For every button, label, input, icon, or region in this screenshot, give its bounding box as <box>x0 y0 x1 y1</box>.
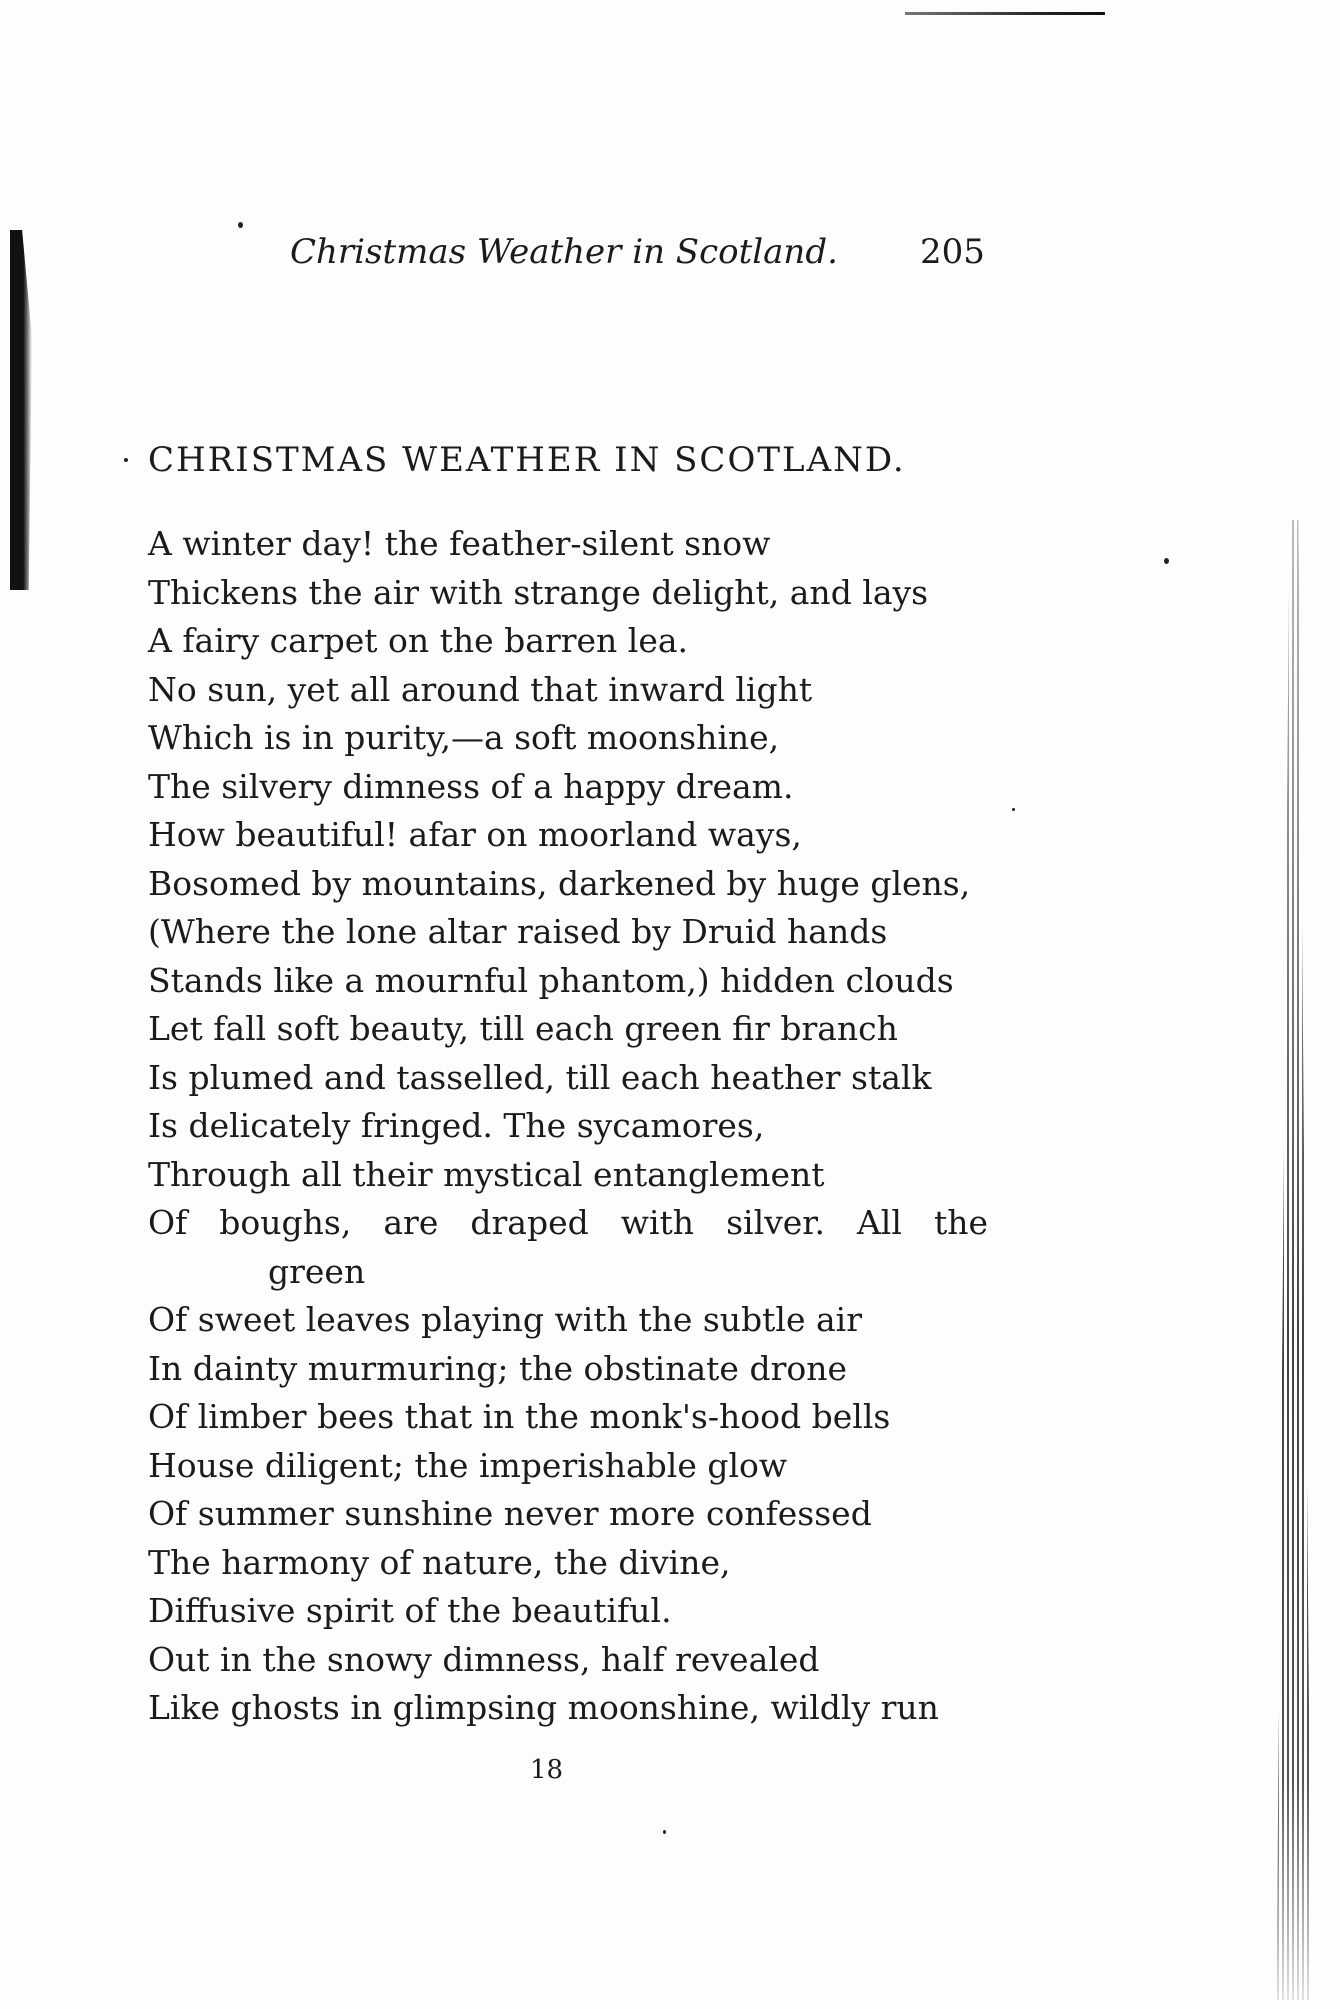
scan-binding-shadow <box>10 230 32 590</box>
scan-top-rule <box>905 12 1105 15</box>
justified-word: are <box>383 1203 439 1242</box>
poem-line: Is delicately fringed. The sycamores, <box>148 1106 765 1145</box>
poem-line: Through all their mystical entanglement <box>148 1154 825 1194</box>
poem-line: Of summer sunshine never more confessed <box>148 1494 872 1533</box>
poem-line: (Where the lone altar raised by Druid hands <box>148 912 888 951</box>
poem-line: Diffusive spirit of the beautiful. <box>148 1591 672 1630</box>
running-title: Christmas Weather in Scotland. <box>290 232 838 272</box>
poem-line: A fairy carpet on the barren lea. <box>148 621 689 660</box>
poem-line: Out in the snowy dimness, half revealed <box>148 1639 820 1679</box>
poem-line: Thickens the air with strange delight, and lays <box>148 572 929 612</box>
poem-line: A winter day! the feather-silent snow <box>148 524 771 563</box>
justified-word: draped <box>470 1203 589 1242</box>
poem-line: Is plumed and tasselled, till each heather stalk <box>148 1057 932 1097</box>
poem-line-turnover: green <box>268 1251 366 1291</box>
scan-speck <box>238 222 243 228</box>
poem-body <box>148 520 1008 1733</box>
justified-word: All <box>856 1203 902 1242</box>
poem-line: Which is in purity,—a soft moonshine, <box>148 718 780 757</box>
justified-word: boughs, <box>219 1203 352 1242</box>
scan-speck <box>1012 808 1015 811</box>
justified-word: the <box>933 1203 988 1242</box>
poem-line: In dainty murmuring; the obstinate drone <box>148 1348 847 1388</box>
poem-line: How beautiful! afar on moorland ways, <box>148 815 802 854</box>
poem-title: CHRISTMAS WEATHER IN SCOTLAND. <box>148 440 906 480</box>
justified-word: silver. <box>726 1203 825 1242</box>
poem-line: The harmony of nature, the divine, <box>148 1542 731 1582</box>
scan-edge-streaks <box>1272 520 1316 2000</box>
poem-line: Like ghosts in glimpsing moonshine, wildly run <box>148 1688 939 1727</box>
poem-line: House diligent; the imperishable glow <box>148 1445 788 1485</box>
poem-line: No sun, yet all around that inward light <box>148 669 813 709</box>
poem-line-justified <box>148 1199 988 1248</box>
poem-line: Of sweet leaves playing with the subtle air <box>148 1300 863 1339</box>
poem-line: Stands like a mournful phantom,) hidden clouds <box>148 960 954 1000</box>
poem-line: Let fall soft beauty, till each green fir branch <box>148 1009 898 1048</box>
page-number: 205 <box>920 232 985 272</box>
scan-speck <box>124 458 128 462</box>
scan-speck <box>663 1830 666 1834</box>
running-header <box>290 232 990 282</box>
justified-word: with <box>620 1203 695 1242</box>
justified-word: Of <box>148 1203 188 1242</box>
poem-line: The silvery dimness of a happy dream. <box>148 766 794 806</box>
poem-line: Bosomed by mountains, darkened by huge glens, <box>148 863 971 903</box>
signature-mark: 18 <box>530 1755 564 1785</box>
scan-speck <box>1164 558 1169 564</box>
poem-line: Of limber bees that in the monk's-hood bells <box>148 1397 891 1436</box>
